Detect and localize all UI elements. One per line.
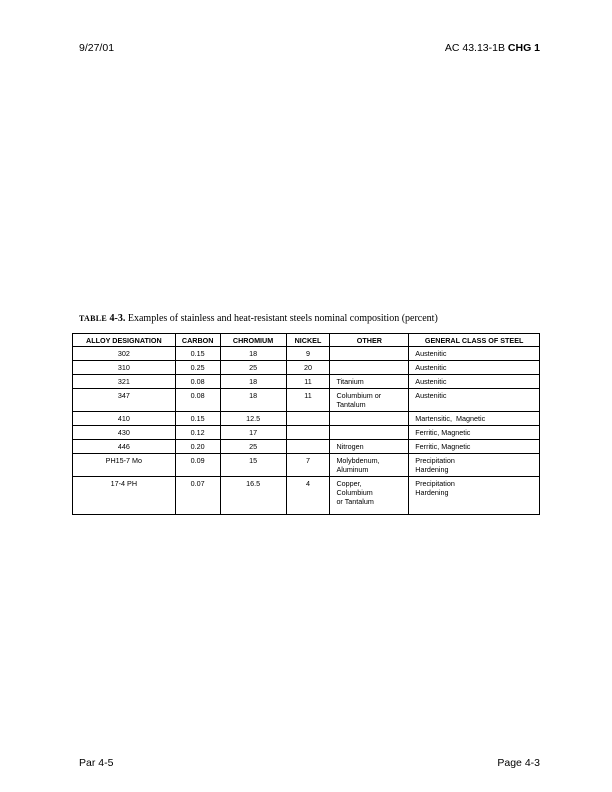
cell-line: Ferritic, Magnetic bbox=[415, 442, 471, 451]
cell-carbon: 0.15 bbox=[175, 412, 220, 426]
header-date: 9/27/01 bbox=[79, 42, 115, 54]
cell-alloy: 446 bbox=[73, 440, 176, 454]
cell-line: Austenitic bbox=[415, 377, 447, 386]
cell-chromium: 17 bbox=[220, 426, 286, 440]
cell-nickel: 11 bbox=[286, 375, 330, 389]
cell-carbon: 0.12 bbox=[175, 426, 220, 440]
cell-other bbox=[330, 347, 409, 361]
table-row bbox=[73, 389, 540, 412]
cell-alloy: 17-4 PH bbox=[73, 477, 176, 515]
cell-carbon: 0.08 bbox=[175, 375, 220, 389]
col-header-general-class: GENERAL CLASS OF STEEL bbox=[409, 334, 540, 347]
cell-other bbox=[330, 426, 409, 440]
cell-nickel: 7 bbox=[286, 454, 330, 477]
cell-line: Austenitic bbox=[415, 391, 447, 400]
col-header-chromium: CHROMIUM bbox=[220, 334, 286, 347]
cell-nickel: 9 bbox=[286, 347, 330, 361]
caption-number: 4-3. bbox=[109, 313, 126, 324]
cell-line: Ferritic, Magnetic bbox=[415, 428, 471, 437]
table-row bbox=[73, 412, 540, 426]
cell-alloy: 302 bbox=[73, 347, 176, 361]
cell-general-class bbox=[409, 440, 540, 454]
cell-alloy: 430 bbox=[73, 426, 176, 440]
cell-alloy: 310 bbox=[73, 361, 176, 375]
cell-chromium: 25 bbox=[220, 361, 286, 375]
steel-composition-table bbox=[72, 333, 540, 515]
cell-line: Austenitic bbox=[415, 349, 447, 358]
cell-general-class bbox=[409, 375, 540, 389]
cell-line: Titanium bbox=[336, 377, 364, 386]
cell-line: Aluminum bbox=[336, 465, 369, 474]
col-header-carbon: CARBON bbox=[175, 334, 220, 347]
cell-line: Columbium or bbox=[336, 391, 382, 400]
cell-other bbox=[330, 389, 409, 412]
caption-text: Examples of stainless and heat-resistant steels nominal composition (percent) bbox=[127, 313, 438, 324]
cell-line: Precipitation bbox=[415, 479, 455, 488]
cell-line: Copper, bbox=[336, 479, 362, 488]
cell-line: Nitrogen bbox=[336, 442, 364, 451]
cell-general-class bbox=[409, 412, 540, 426]
cell-chromium: 25 bbox=[220, 440, 286, 454]
table-row bbox=[73, 477, 540, 515]
cell-line: Martensitic, Magnetic bbox=[415, 414, 486, 423]
cell-nickel bbox=[286, 426, 330, 440]
cell-carbon: 0.25 bbox=[175, 361, 220, 375]
cell-chromium: 12.5 bbox=[220, 412, 286, 426]
table-row bbox=[73, 375, 540, 389]
cell-line: Austenitic bbox=[415, 363, 447, 372]
cell-carbon: 0.09 bbox=[175, 454, 220, 477]
cell-nickel bbox=[286, 440, 330, 454]
caption-label: TABLE bbox=[79, 314, 108, 323]
table-row bbox=[73, 440, 540, 454]
cell-general-class bbox=[409, 477, 540, 515]
cell-alloy: 347 bbox=[73, 389, 176, 412]
cell-other bbox=[330, 454, 409, 477]
cell-nickel bbox=[286, 412, 330, 426]
change-number: CHG 1 bbox=[507, 42, 540, 54]
cell-general-class bbox=[409, 389, 540, 412]
cell-other bbox=[330, 440, 409, 454]
cell-general-class bbox=[409, 347, 540, 361]
cell-line: Precipitation bbox=[415, 456, 455, 465]
cell-carbon: 0.15 bbox=[175, 347, 220, 361]
cell-alloy: 410 bbox=[73, 412, 176, 426]
cell-general-class bbox=[409, 426, 540, 440]
table-row bbox=[73, 361, 540, 375]
cell-line: or Tantalum bbox=[336, 497, 374, 506]
cell-line: Molybdenum, bbox=[336, 456, 380, 465]
cell-chromium: 18 bbox=[220, 389, 286, 412]
cell-other bbox=[330, 361, 409, 375]
cell-chromium: 18 bbox=[220, 347, 286, 361]
doc-number: AC 43.13-1B bbox=[444, 42, 505, 54]
cell-alloy: PH15-7 Mo bbox=[73, 454, 176, 477]
cell-other bbox=[330, 412, 409, 426]
cell-alloy: 321 bbox=[73, 375, 176, 389]
cell-chromium: 16.5 bbox=[220, 477, 286, 515]
table-row bbox=[73, 454, 540, 477]
cell-nickel: 11 bbox=[286, 389, 330, 412]
table-caption bbox=[79, 313, 438, 324]
cell-line: Hardening bbox=[415, 465, 449, 474]
cell-carbon: 0.20 bbox=[175, 440, 220, 454]
cell-chromium: 15 bbox=[220, 454, 286, 477]
footer-page-number: Page 4-3 bbox=[497, 757, 540, 769]
cell-carbon: 0.07 bbox=[175, 477, 220, 515]
cell-line: Hardening bbox=[415, 488, 449, 497]
table-row bbox=[73, 426, 540, 440]
cell-carbon: 0.08 bbox=[175, 389, 220, 412]
cell-nickel: 20 bbox=[286, 361, 330, 375]
cell-other bbox=[330, 375, 409, 389]
col-header-other: OTHER bbox=[330, 334, 409, 347]
footer-paragraph: Par 4-5 bbox=[79, 757, 114, 769]
table-header-row bbox=[73, 334, 540, 347]
col-header-nickel: NICKEL bbox=[286, 334, 330, 347]
cell-nickel: 4 bbox=[286, 477, 330, 515]
cell-general-class bbox=[409, 454, 540, 477]
cell-general-class bbox=[409, 361, 540, 375]
col-header-alloy: ALLOY DESIGNATION bbox=[73, 334, 176, 347]
cell-other bbox=[330, 477, 409, 515]
cell-chromium: 18 bbox=[220, 375, 286, 389]
cell-line: Columbium bbox=[336, 488, 373, 497]
table-row bbox=[73, 347, 540, 361]
cell-line: Tantalum bbox=[336, 400, 366, 409]
header-doc-id bbox=[445, 42, 540, 54]
